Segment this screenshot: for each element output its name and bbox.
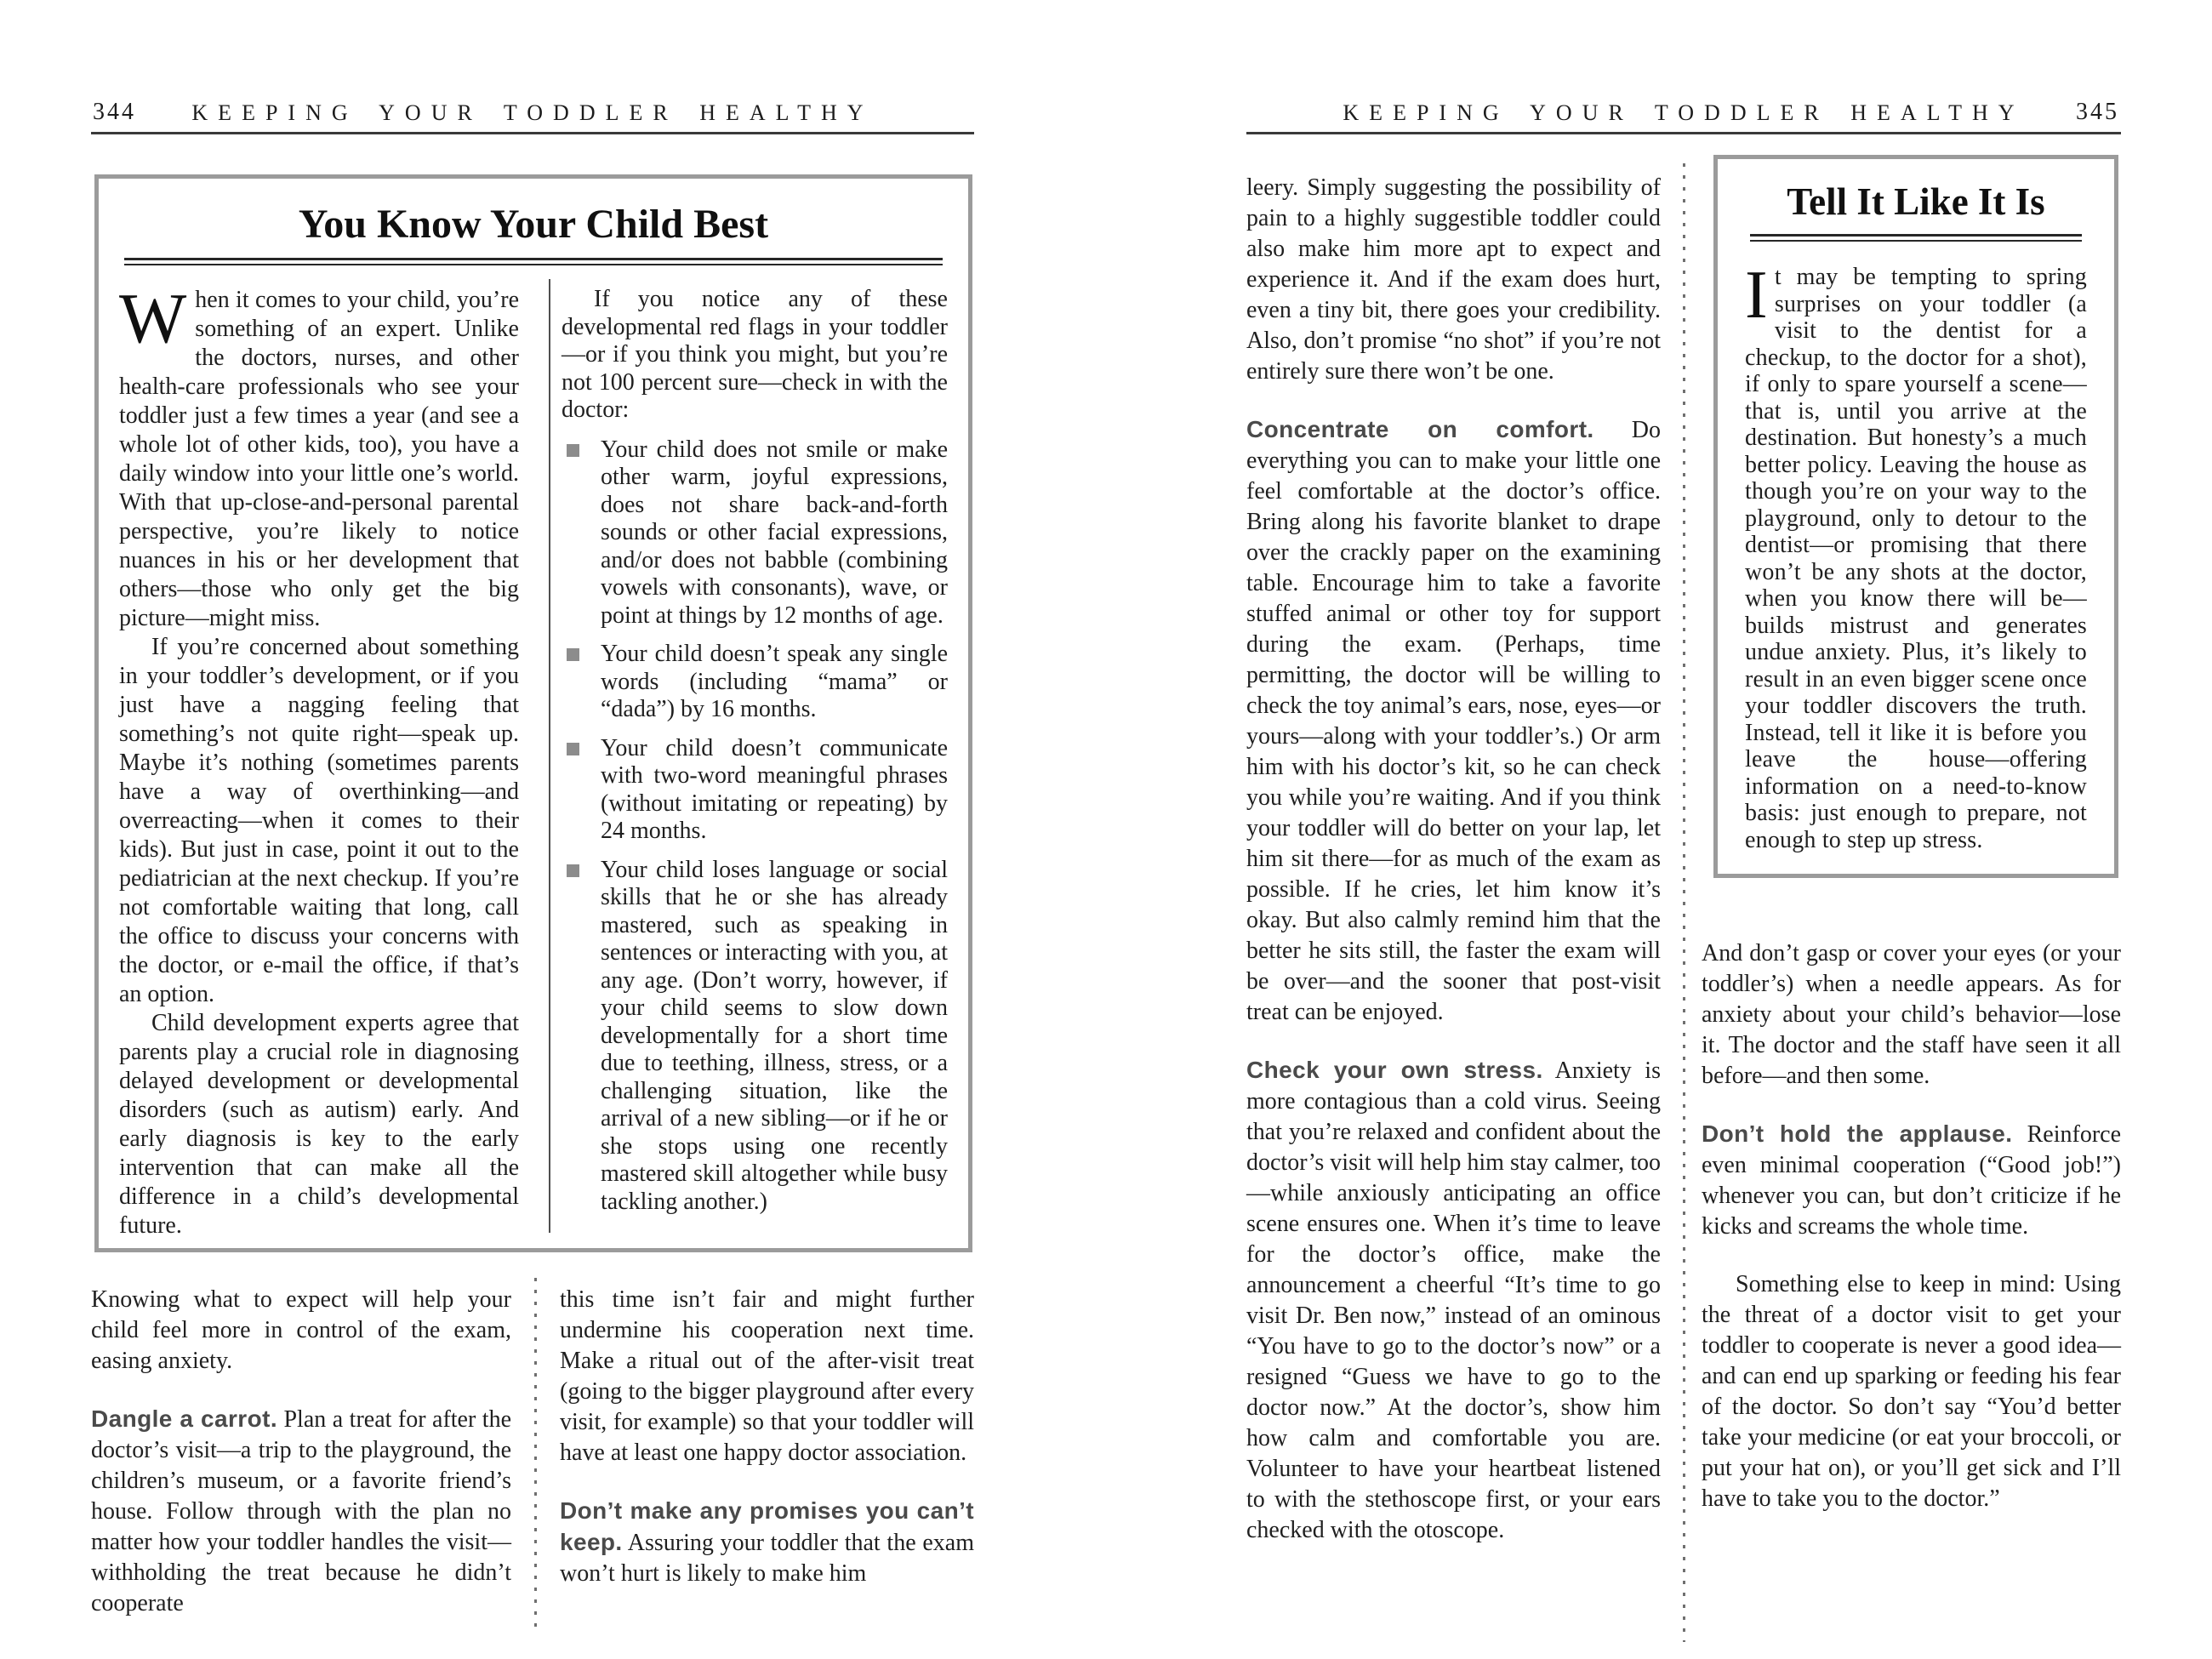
text-column bbox=[91, 1285, 511, 1619]
page-number: 344 bbox=[93, 99, 136, 125]
bullet-list-intro: If you notice any of these developmental red flags in your toddler—or if you think you might, but you’re not 100 percent sure—check in with the doctor: bbox=[562, 286, 948, 423]
body-paragraph bbox=[1745, 258, 2087, 853]
title-double-rule bbox=[1750, 234, 2082, 242]
text-column bbox=[1702, 938, 2121, 1514]
feature-box-title: You Know Your Child Best bbox=[298, 202, 769, 247]
bullet-square-icon bbox=[567, 444, 579, 457]
bullet-square-icon bbox=[567, 743, 579, 755]
bullet-text: Your child does not smile or make other warm, joyful expressions, does not share back-and-forth sounds or other facial expressions, and/or does not babble (combining vowels with consonants), wave, or point at things by 12 months of age. bbox=[601, 436, 948, 629]
bullet-text: Your child doesn’t communicate with two-word meaningful phrases (without imitating or repeating) by 24 months. bbox=[601, 734, 948, 844]
paragraph-text: Plan a treat for after the doctor’s visit—a trip to the playground, the children’s museum, or a favorite friend’s house. Follow through with the plan no matter how your toddler handles the visit—withholding the treat because he didn’t cooperate bbox=[91, 1406, 511, 1616]
body-paragraph: Something else to keep in mind: Using the threat of a doctor visit to get your toddler to cooperate is never a good idea—and can end up sparking or feeding his fear of the doctor. So don’t say “You’d better take your medicine (or eat your broccoli, or put your hat on), or you’ll get sick and I’ll have to take you to the doctor.” bbox=[1702, 1271, 2121, 1512]
bullet-item bbox=[562, 857, 948, 1217]
feature-box-you-know-your-child-best bbox=[94, 174, 972, 1252]
page-right bbox=[1246, 0, 2121, 1659]
body-paragraph bbox=[1246, 414, 1661, 1028]
body-paragraph: Child development experts agree that parents play a crucial role in diagnosing delayed development or developmental disorders (such as autism) early. And early diagnosis is key to the early intervention that can make all the difference in a child’s developmental future. bbox=[119, 1010, 519, 1239]
bullet-square-icon bbox=[567, 648, 579, 661]
text-column bbox=[560, 1285, 974, 1589]
runin-heading: Dangle a carrot. bbox=[91, 1405, 277, 1432]
body-paragraph bbox=[1246, 1055, 1661, 1546]
bullet-item bbox=[562, 641, 948, 724]
paragraph-text: Reinforce even minimal cooperation (“Good job!”) whenever you can, but don’t criticize if he kicks and screams the whole time. bbox=[1702, 1121, 2121, 1240]
body-paragraph bbox=[1702, 1119, 2121, 1242]
bullet-square-icon bbox=[567, 864, 579, 877]
box-body bbox=[1745, 258, 2087, 853]
bullet-text: Your child doesn’t speak any single words (including “mama” or “dada”) by 16 months. bbox=[601, 641, 948, 722]
running-head-title: KEEPING YOUR TODDLER HEALTHY bbox=[191, 100, 874, 125]
dotted-column-divider bbox=[1683, 163, 1685, 1642]
body-paragraph bbox=[119, 279, 519, 633]
body-paragraph: And don’t gasp or cover your eyes (or your toddler’s) when a needle appears. As for anxiety about your child’s behavior—lose it. The doctor and the staff have seen it all before—and then some. bbox=[1702, 940, 2121, 1089]
runin-heading: Check your own stress. bbox=[1246, 1057, 1543, 1083]
feature-box-title: Tell It Like It Is bbox=[1787, 180, 2045, 223]
runin-heading: Concentrate on comfort. bbox=[1246, 416, 1594, 442]
drop-cap: W bbox=[119, 279, 187, 358]
running-header bbox=[91, 94, 974, 134]
box-column-2 bbox=[539, 286, 948, 1240]
drop-cap: I bbox=[1745, 258, 1768, 333]
paragraph-text: hen it comes to your child, you’re something of an expert. Unlike the doctors, nurses, and other health-care professionals who see your toddler just a few times a year (and see a whole lot of other kids, too), you have a daily window into your little one’s world. With that up-close-and-personal parental perspective, you’re likely to notice nuances in his or her development that others—those who only get the big picture—might miss. bbox=[119, 287, 519, 631]
paragraph-text: Do everything you can to make your little one feel comfortable at the doctor’s office. Bring along his favorite blanket to drape over the crackly paper on the examining table. Encourage him to take a favorite stuffed animal or other toy for support during the exam. (Perhaps, time permitting, the doctor will be willing to check the toy animal’s ears, nose, eyes—or yours—along with your toddler’s.) Or arm him with his doctor’s kit, so he can check you while you’re waiting. And if you think your toddler will do better on your lap, let him sit there—for as much of the exam as possible. If he cries, let him know it’s okay. But also calmly remind him that the better he sits still, the faster the exam will be over—and the sooner that post-visit treat can be enjoyed. bbox=[1246, 417, 1661, 1025]
bullet-item bbox=[562, 735, 948, 846]
body-paragraph: this time isn’t fair and might further undermine his cooperation next time. Make a ritual out of the after-visit treat (going to the bigger playground after every visit, for example) so that your toddler will have at least one happy doctor association. bbox=[560, 1286, 974, 1466]
body-paragraph: Knowing what to expect will help your child feel more in control of the exam, easing anxiety. bbox=[91, 1286, 511, 1374]
running-head-title: KEEPING YOUR TODDLER HEALTHY bbox=[1343, 100, 2025, 125]
bullet-item bbox=[562, 436, 948, 630]
runin-heading: Don’t make any promises you can’t keep. bbox=[560, 1497, 974, 1555]
red-flags-bullet-list bbox=[562, 436, 948, 1217]
running-header bbox=[1246, 94, 2121, 134]
paragraph-text: Assuring your toddler that the exam won’t hurt is likely to make him bbox=[560, 1530, 974, 1587]
body-paragraph bbox=[91, 1404, 511, 1619]
page-number: 345 bbox=[2076, 99, 2119, 125]
box-column-1 bbox=[119, 279, 539, 1240]
body-paragraph bbox=[560, 1496, 974, 1589]
title-double-rule bbox=[124, 258, 943, 265]
feature-box-tell-it-like-it-is bbox=[1713, 155, 2118, 878]
paragraph-text: t may be tempting to spring surprises on your toddler (a visit to the dentist for a checkup, to the doctor for a shot), if only to spare yourself a scene—that is, until you arrive at the destination. But honesty’s a much better policy. Leaving the house as though you’re on your way to the playground, only to detour to the dentist—or promising that there won’t be any shots at the doctor, when you know there will be—builds mistrust and generates undue anxiety. Plus, it’s likely to result in an even bigger scene once your toddler discovers the truth. Instead, tell it like it is before you leave the house—offering information on a need-to-know basis: just enough to prepare, not enough to step up stress. bbox=[1745, 264, 2087, 853]
bullet-text: Your child loses language or social skills that he or she has already mastered, such as speaking in sentences or interacting with you, at any age. (Don’t worry, however, if your child seems to slow down developmentally for a short time due to teething, illness, stress, or a challenging situation, like the arrival of a new sibling—or if he or she stops using one recently mastered skill altogether while busy tackling another.) bbox=[601, 856, 948, 1215]
page-left bbox=[91, 0, 974, 1659]
runin-heading: Don’t hold the applause. bbox=[1702, 1120, 2013, 1147]
dotted-column-divider bbox=[534, 1278, 537, 1635]
body-paragraph: leery. Simply suggesting the possibility of pain to a highly suggestible toddler could also make him more apt to expect and experience it. And if the exam does hurt, even a tiny bit, there goes your credibility. Also, don’t promise “no shot” if you’re not entirely sure there won’t be one. bbox=[1246, 174, 1661, 385]
text-column bbox=[1246, 173, 1661, 1546]
body-paragraph: If you’re concerned about something in your toddler’s development, or if you just have a nagging feeling that something’s not quite right—speak up. Maybe it’s nothing (sometimes parents have a way of overthinking—and overreacting—when it comes to their kids). But just in case, point it out to the pediatrician at the next checkup. If you’re not comfortable waiting that long, call the office to discuss your concerns with the doctor, or e-mail the office, if that’s an option. bbox=[119, 634, 519, 1007]
paragraph-text: Anxiety is more contagious than a cold virus. Seeing that you’re relaxed and confident about the doctor’s visit will help him stay calmer, too—while anxiously anticipating an office scene ensures one. When it’s time to leave for the doctor’s office, make the announcement a cheerful “It’s time to go visit Dr. Ben now,” instead of an ominous “You have to go to the doctor’s now” or a resigned “Guess we have to go to the doctor now.” At the doctor’s, show him how calm and comfortable you are. Volunteer to have your heartbeat listened to with the stethoscope first, or your ears checked with the otoscope. bbox=[1246, 1058, 1661, 1543]
box-column-divider bbox=[549, 279, 550, 1233]
